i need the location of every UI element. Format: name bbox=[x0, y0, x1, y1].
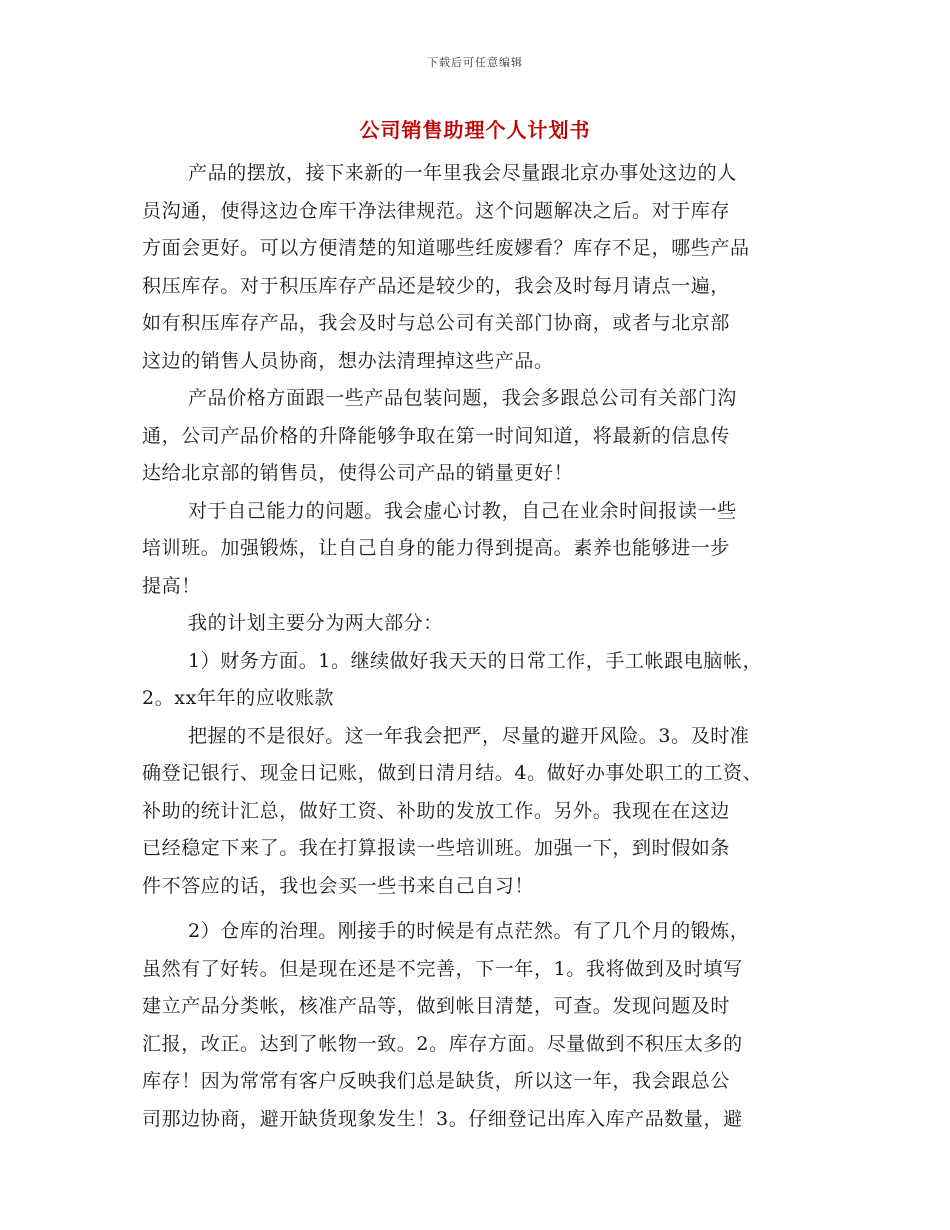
paragraph-line: 培训班。加强锻炼，让自己自身的能力得到提高。素养也能够进一步 bbox=[142, 537, 731, 559]
paragraph-line: 如有积压库存产品，我会及时与总公司有关部门协商，或者与北京部 bbox=[142, 312, 731, 334]
document-body bbox=[142, 158, 810, 1141]
paragraph-line: 方面会更好。可以方便清楚的知道哪些纴废嫪看？库存不足，哪些产品 bbox=[142, 237, 750, 259]
paragraph-line: 我的计划主要分为两大部分： bbox=[188, 612, 443, 634]
paragraph-line: 对于自己能力的问题。我会虚心讨教，自己在业余时间报读一些 bbox=[188, 499, 737, 522]
paragraph-line: 这边的销售人员协商，想办法清理掉这些产品。 bbox=[142, 349, 554, 372]
paragraph-line: 建立产品分类帐，核准产品等，做到帐目清楚，可查。发现问题及时 bbox=[142, 995, 731, 1017]
paragraph-gap bbox=[142, 908, 810, 916]
paragraph-line: 司那边协商，避开缺货现象发生！3。仔细登记出库入库产品数量，避 bbox=[142, 1107, 743, 1130]
paragraph-line: 员沟通，使得这边仓库干净法律规范。这个问题解决之后。对于库存 bbox=[142, 199, 731, 222]
paragraph-line: 产品的摆放，接下来新的一年里我会尽量跟北京办事处这边的人 bbox=[188, 162, 737, 184]
paragraph-line: 产品价格方面跟一些产品包装问题，我会多跟总公司有关部门沟 bbox=[188, 387, 737, 409]
paragraph-line: 确登记银行、现金日记账，做到日清月结。4。做好办事处职工的工资、 bbox=[142, 762, 763, 784]
paragraph-line: 达给北京部的销售员，使得公司产品的销量更好！ bbox=[142, 462, 574, 484]
paragraph-line: 补助的统计汇总，做好工资、补助的发放工作。另外。我现在在这边 bbox=[142, 799, 731, 822]
paragraph-line: 提高！ bbox=[142, 574, 201, 597]
paragraph-line: 汇报，改正。达到了帐物一致。2。库存方面。尽量做到不积压太多的 bbox=[142, 1032, 743, 1055]
paragraph-line: 1）财务方面。1。继续做好我天天的日常工作，手工帐跟电脑帐， bbox=[188, 649, 763, 672]
paragraph-line: 2。xx年年的应收账款 bbox=[142, 687, 335, 709]
paragraph-line: 把握的不是很好。这一年我会把严，尽量的避开风险。3。及时准 bbox=[188, 724, 750, 747]
paragraph-line: 虽然有了好转。但是现在还是不完善，下一年，1。我将做到及时填写 bbox=[142, 957, 743, 980]
paragraph-line: 通，公司产品价格的升降能够争取在第一时间知道，将最新的信息传 bbox=[142, 424, 731, 447]
paragraph-line: 库存！因为常常有客户反映我们总是缺货，所以这一年，我会跟总公 bbox=[142, 1070, 731, 1092]
paragraph-line: 已经稳定下来了。我在打算报读一些培训班。加强一下，到时假如条 bbox=[142, 837, 731, 859]
header-note: 下载后可任意编辑 bbox=[427, 56, 523, 69]
document-title: 公司销售助理个人计划书 bbox=[359, 118, 591, 142]
paragraph-line: 积压库存。对于积压库存产品还是较少的，我会及时每月请点一遍， bbox=[142, 274, 731, 297]
paragraph-line: 件不答应的话，我也会买一些书来自己自习！ bbox=[142, 874, 535, 897]
paragraph-line: 2）仓库的治理。刚接手的时候是有点茫然。有了几个月的锻炼， bbox=[188, 920, 750, 942]
